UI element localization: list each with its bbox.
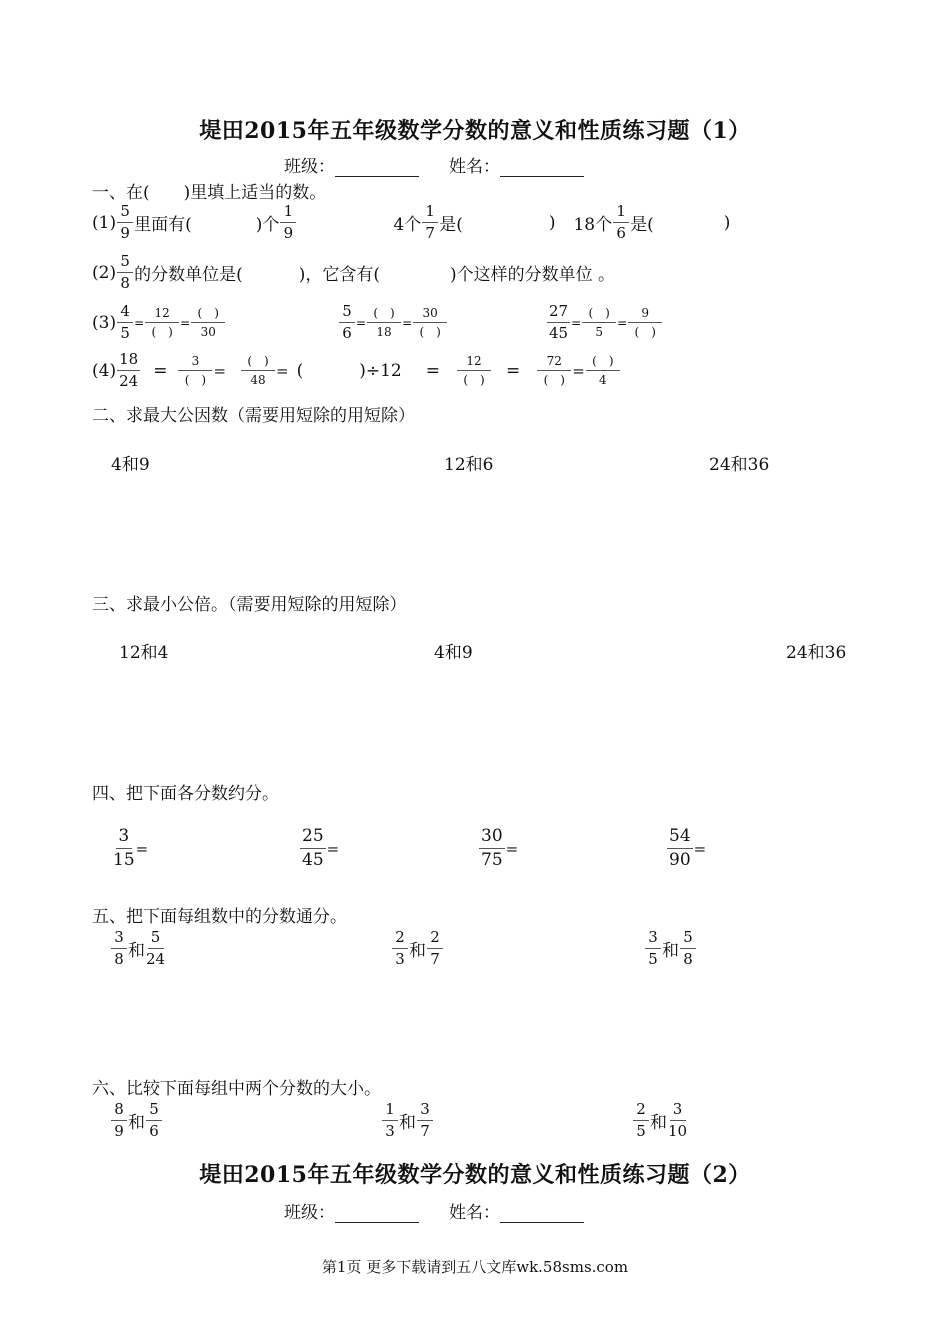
gcd-item: 4和9 <box>111 455 150 475</box>
question-1-4: (4) 18 24 = 3 ( ) = ( ) 48 = ( )÷12 = 12 ( ) = 72 ( ) = ( ) 4 <box>92 352 621 389</box>
section-6-heading: 六、比较下面每组中两个分数的大小。 <box>92 1079 381 1099</box>
fraction: 5 8 <box>680 930 696 967</box>
fraction: 5 8 <box>117 254 133 291</box>
class-label: 班级： <box>284 1203 335 1223</box>
name-blank <box>500 160 584 177</box>
question-1-3-group-2: $\frac{5}{6}$ = ( ) 18 = 30 ( ) <box>338 304 448 341</box>
q-label: (1) <box>92 212 117 233</box>
fraction: 5 9 <box>117 204 133 241</box>
fraction: 1 7 <box>422 204 438 241</box>
fraction: $\frac{54}{90}$ <box>669 826 691 870</box>
compare-item: 8 9 和 5 6 <box>110 1102 163 1139</box>
fraction: ( ) 5 <box>582 307 616 338</box>
fraction: $\frac{27}{45}$ <box>549 302 569 342</box>
fraction: 3 ( ) <box>178 355 212 386</box>
name-label: 姓名： <box>449 1203 500 1223</box>
fraction: 72 ( ) <box>537 355 571 386</box>
fraction: 3 5 <box>645 930 661 967</box>
fraction: ( ) 4 <box>586 355 620 386</box>
class-name-line-1 <box>284 152 584 177</box>
reduce-item: $\frac{3}{15}$ = <box>113 826 149 870</box>
fraction: 3 8 <box>111 930 127 967</box>
lcm-item: 12和4 <box>119 643 169 663</box>
section-5-heading: 五、把下面每组数中的分数通分。 <box>92 907 347 927</box>
common-denominator-item: 3 8 和 5 24 <box>110 930 166 967</box>
name-blank <box>500 1206 584 1223</box>
class-blank <box>335 160 419 177</box>
compare-item: 2 5 和 3 10 <box>632 1102 688 1139</box>
fraction: 3 7 <box>417 1102 433 1139</box>
page-footer: 第1页 更多下载请到五八文库wk.58sms.com <box>321 1258 629 1276</box>
question-1-2: (2) 5 8 的分数单位是( )，它含有( )个这样的分数单位 。 <box>92 252 616 292</box>
fraction: ( ) 18 <box>367 307 401 338</box>
fraction: 3 10 <box>668 1100 688 1140</box>
lcm-item: 4和9 <box>434 643 473 663</box>
name-label: 姓名： <box>449 157 500 177</box>
section-1-heading: 一、在( )里填上适当的数。 <box>92 183 327 203</box>
page-title-1: 堤田2015年五年级数学分数的意义和性质练习题（1） <box>199 118 751 144</box>
fraction: $\frac{5}{6}$ <box>339 304 355 341</box>
fraction: 1 3 <box>382 1102 398 1139</box>
fraction: 5 24 <box>146 928 166 968</box>
fraction: 9 ( ) <box>628 307 662 338</box>
class-blank <box>335 1206 419 1223</box>
fraction: 2 7 <box>427 930 443 967</box>
fraction: 1 9 <box>280 204 296 241</box>
fraction: $\frac{30}{75}$ <box>481 826 503 870</box>
fraction: 2 5 <box>633 1102 649 1139</box>
gcd-item: 12和6 <box>444 455 494 475</box>
fraction: 30 ( ) <box>413 307 447 338</box>
class-name-line-2 <box>284 1198 584 1223</box>
section-3-heading: 三、求最小公倍。（需要用短除的用短除） <box>92 595 407 615</box>
gcd-item: 24和36 <box>709 455 770 475</box>
fraction: 2 3 <box>392 930 408 967</box>
compare-item: 1 3 和 3 7 <box>381 1102 434 1139</box>
reduce-item: $\frac{30}{75}$ = <box>481 826 519 870</box>
fraction: 5 6 <box>146 1102 162 1139</box>
class-label: 班级： <box>284 157 335 177</box>
section-2-heading: 二、求最大公因数（需要用短除的用短除） <box>92 406 415 426</box>
section-4-heading: 四、把下面各分数约分。 <box>92 784 279 804</box>
fraction: 12 ( ) <box>145 307 179 338</box>
lcm-item: 24和36 <box>786 643 847 663</box>
common-denominator-item: 3 5 和 5 8 <box>644 930 697 967</box>
question-1-3: (3) $\frac{4}{5}$ = 12 ( ) = ( ) 30 <box>92 304 226 341</box>
question-1-3-group-3: $\frac{27}{45}$ = ( ) 5 = 9 ( ) <box>546 304 663 341</box>
fraction: ( ) 48 <box>241 355 275 386</box>
reduce-item: $\frac{25}{45}$ = <box>302 826 340 870</box>
fraction: 8 9 <box>111 1102 127 1139</box>
question-1-1: (1) 5 9 里面有( )个 1 9 4个 1 7 是( ) 18个 1 6 是( ) <box>92 202 731 242</box>
fraction: ( ) 30 <box>191 307 225 338</box>
fraction: $\frac{4}{5}$ <box>117 304 133 341</box>
fraction: 12 ( ) <box>457 355 491 386</box>
fraction: $\frac{25}{45}$ <box>302 826 324 870</box>
fraction: 1 6 <box>613 204 629 241</box>
page-title-2: 堤田2015年五年级数学分数的意义和性质练习题（2） <box>199 1162 751 1188</box>
reduce-item: $\frac{54}{90}$ = <box>669 826 707 870</box>
common-denominator-item: 2 3 和 2 7 <box>391 930 444 967</box>
fraction: 18 24 <box>119 350 139 390</box>
fraction: $\frac{3}{15}$ <box>113 826 135 870</box>
